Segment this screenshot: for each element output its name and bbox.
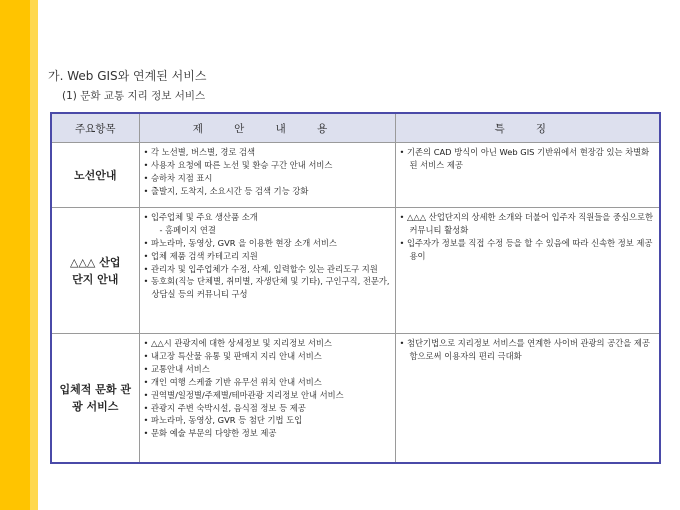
item-cell [51, 334, 139, 463]
list-item: • 권역별/일정별/주제별/테마관광 지리정보 안내 서비스 [143, 389, 344, 400]
list-item: • 개인 여행 스케쥴 기반 유무선 위치 안내 서비스 [143, 376, 322, 387]
header-proposal-label: 제 안 내 용 [192, 122, 342, 135]
feature-item: • 기존의 CAD 방식이 아닌 Web GIS 기반위에서 현장감 있는 차별화된 서비스 제공 [399, 147, 650, 170]
list-item: • 각 노선별, 버스별, 경로 검색 [143, 147, 256, 157]
side-accent-stripe [30, 0, 38, 510]
item-cell [51, 208, 139, 334]
item-label-line: 광 서비스 [72, 400, 119, 414]
list-item: • 교통안내 서비스 [143, 363, 210, 374]
feature-cell [395, 334, 660, 463]
table-row [51, 334, 660, 463]
header-item: 주요항목 [51, 113, 139, 143]
list-item: • 출발지, 도착지, 소요시간 등 검색 기능 강화 [143, 185, 309, 196]
list-item: • 승하차 지점 표시 [143, 172, 213, 183]
subsection-title: (1) 문화 교통 지리 정보 서비스 [62, 90, 206, 102]
list-item: • 내고장 특산물 유통 및 판매지 지리 안내 서비스 [143, 351, 322, 362]
feature-item: • 첨단기법으로 지리정보 서비스를 연계한 사이버 관광의 공간을 제공함으로써 이용자의 편리 극대화 [399, 338, 650, 362]
feature-item: • △△△ 산업단지의 상세한 소개와 더불어 입주자 직원들을 중심으로한 커뮤니티 활성화 [399, 212, 654, 236]
item-label-line: 단지 안내 [72, 272, 119, 286]
list-item: • 업체 제품 검색 카테고리 지원 [143, 250, 258, 261]
table-header-row [51, 113, 660, 143]
list-item: • 사용자 요청에 따른 노선 및 환승 구간 안내 서비스 [143, 159, 333, 170]
table-row [51, 208, 660, 334]
item-label-line: △△△ 산업 [70, 255, 121, 269]
item-label-line: 입체적 문화 관 [59, 383, 131, 397]
list-item: • △△시 관광지에 대한 상세정보 및 지리정보 서비스 [143, 338, 332, 349]
section-title: 가. Web GIS와 연계된 서비스 [48, 69, 207, 83]
list-item: • 관광지 주변 숙박시설, 음식점 정보 등 제공 [143, 402, 306, 413]
list-item: • 동호회(직능 단체별, 취미별, 자생단체 및 기타), 구인구직, 전문가, 상담실 등의 커뮤니티 구성 [143, 276, 390, 300]
header-feature [395, 113, 660, 143]
list-item: • 관리자 및 입주업체가 수정, 삭제, 입력할수 있는 관리도구 지원 [143, 263, 378, 274]
item-cell: 노선안내 [51, 143, 139, 208]
proposal-table [50, 112, 661, 464]
list-item: • 파노라마, 동영상, GVR 등 첨단 기법 도입 [143, 415, 303, 426]
list-item: • 문화 예술 부문의 다양한 정보 제공 [143, 428, 277, 439]
proposal-cell [139, 208, 395, 334]
feature-cell [395, 208, 660, 334]
list-subitem: - 홈페이지 연결 [159, 225, 216, 236]
proposal-cell [139, 334, 395, 463]
feature-item: • 입주자가 정보를 직접 수정 등을 할 수 있음에 따라 신속한 정보 제공 용이 [399, 237, 653, 261]
list-item: • 입주업체 및 주요 생산품 소개 [143, 212, 258, 223]
header-proposal [139, 113, 395, 143]
proposal-cell [139, 143, 395, 208]
list-item: • 파노라마, 동영상, GVR 을 이용한 현장 소개 서비스 [143, 237, 337, 248]
side-accent-bar [0, 0, 30, 510]
feature-cell [395, 143, 660, 208]
header-feature-label: 특 징 [494, 122, 561, 135]
table-row [51, 143, 660, 208]
